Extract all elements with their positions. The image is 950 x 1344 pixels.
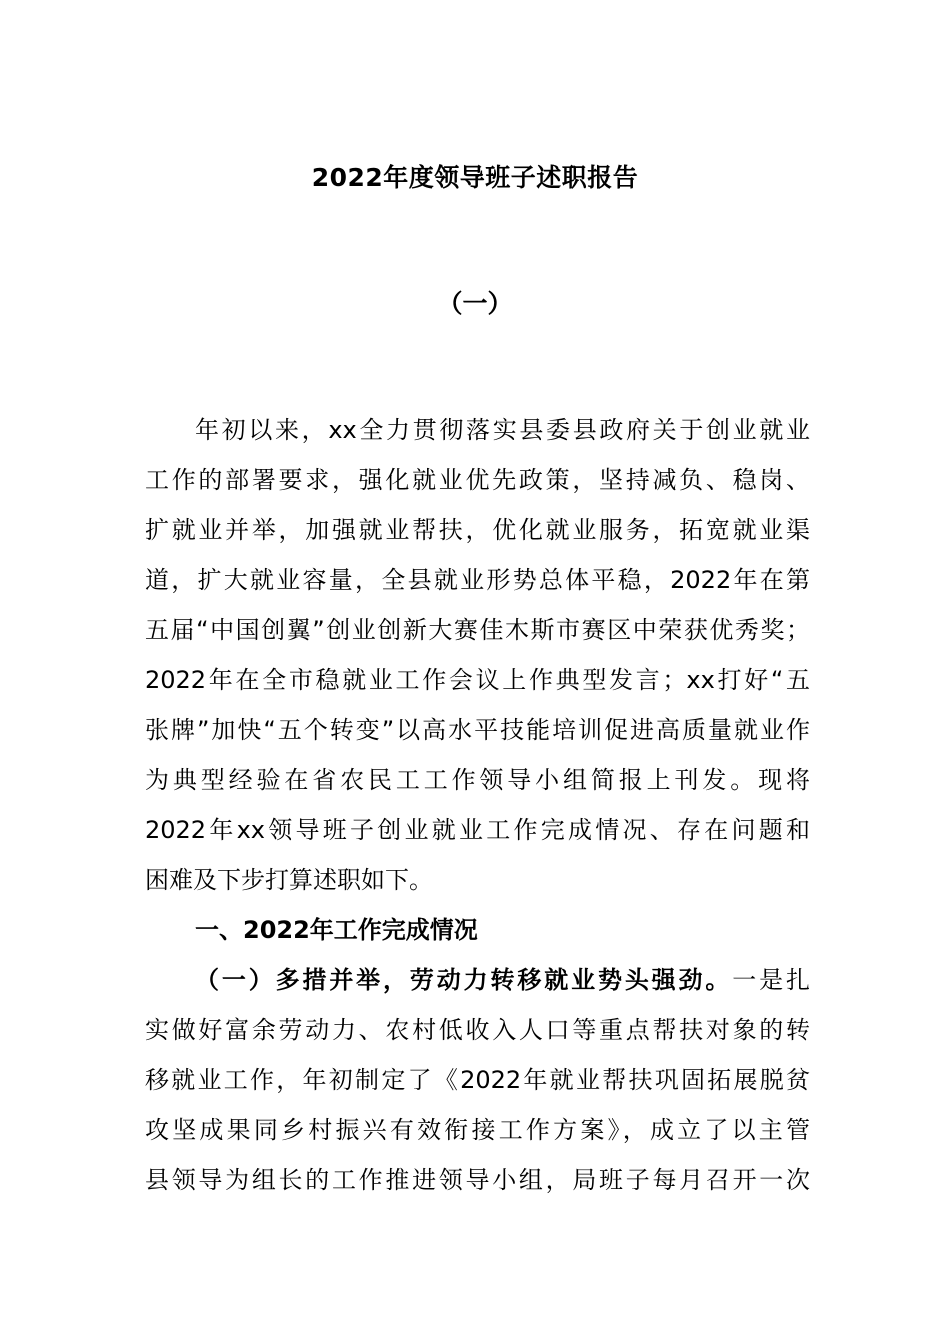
paragraph-line: 道，扩大就业容量，全县就业形势总体平稳，2022年在第 <box>145 566 810 594</box>
paragraph-line: 扩就业并举，加强就业帮扶，优化就业服务，拓宽就业渠 <box>145 516 810 544</box>
subsection-heading-line <box>145 955 810 1005</box>
section-heading: 一、2022年工作完成情况 <box>195 916 478 944</box>
subsection-heading: （一）多措并举，劳动力转移就业势头强劲。 <box>195 966 733 994</box>
paragraph-line: 困难及下步打算述职如下。 <box>145 866 433 894</box>
subsection-text: 一是扎 <box>732 966 811 994</box>
paragraph-line: 实做好富余劳动力、农村低收入人口等重点帮扶对象的转 <box>145 1016 810 1044</box>
paragraph-line: 年初以来，xx全力贯彻落实县委县政府关于创业就业 <box>195 416 810 444</box>
paragraph-line: 张牌”加快“五个转变”以高水平技能培训促进高质量就业作 <box>145 716 810 744</box>
paragraph-line: 攻坚成果同乡村振兴有效衔接工作方案》，成立了以主管 <box>145 1116 810 1144</box>
paragraph-line: 五届“中国创翼”创业创新大赛佳木斯市赛区中荣获优秀奖； <box>145 616 810 644</box>
paragraph-line: 工作的部署要求，强化就业优先政策，坚持减负、稳岗、 <box>145 466 810 494</box>
paragraph-line: 2022年xx领导班子创业就业工作完成情况、存在问题和 <box>145 816 810 844</box>
paragraph-line: 县领导为组长的工作推进领导小组，局班子每月召开一次 <box>145 1166 810 1194</box>
paragraph-line: 移就业工作，年初制定了《2022年就业帮扶巩固拓展脱贫 <box>145 1066 810 1094</box>
section-label: （一） <box>437 289 513 318</box>
document-body <box>145 405 810 1205</box>
paragraph-line: 2022年在全市稳就业工作会议上作典型发言；xx打好“五 <box>145 666 810 694</box>
document-title: 2022年度领导班子述职报告 <box>311 163 639 192</box>
paragraph-line: 为典型经验在省农民工工作领导小组简报上刊发。现将 <box>145 766 810 794</box>
